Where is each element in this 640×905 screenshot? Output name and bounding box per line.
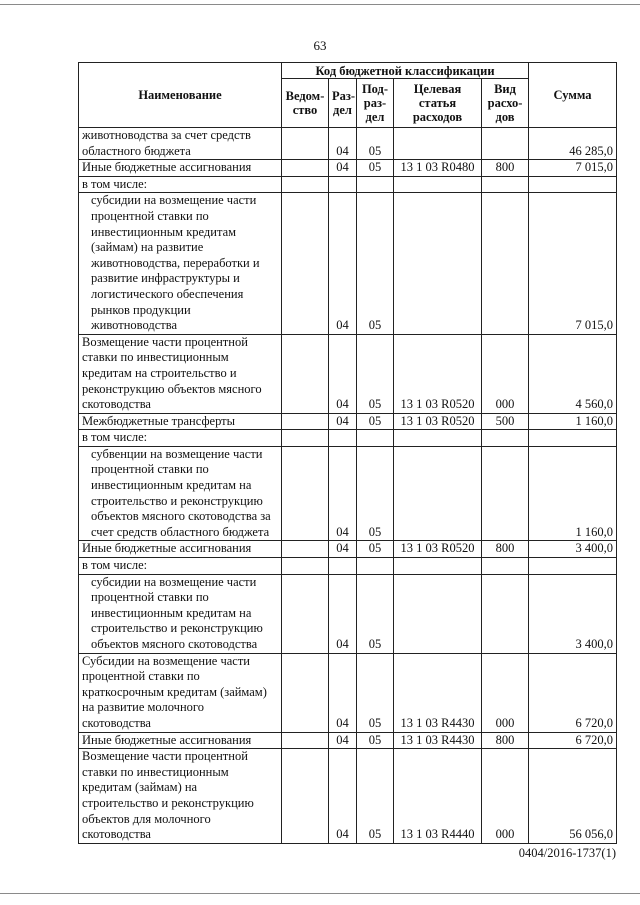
budget-table xyxy=(78,62,617,844)
cell-razdel: 04 xyxy=(329,413,357,430)
cell-razdel: 04 xyxy=(329,541,357,558)
cell-name: Иные бюджетные ассигнования xyxy=(79,541,282,558)
header-vid: Вид расхо- дов xyxy=(482,79,529,128)
document-number: 0404/2016-1737(1) xyxy=(518,846,616,860)
cell-name: в том числе: xyxy=(79,176,282,193)
cell-podrazdel: 05 xyxy=(357,160,394,177)
table-row xyxy=(79,574,617,653)
cell-razdel: 04 xyxy=(329,128,357,160)
cell-podrazdel: 05 xyxy=(357,732,394,749)
cell-razdel xyxy=(329,176,357,193)
cell-razdel: 04 xyxy=(329,446,357,541)
table-row xyxy=(79,430,617,447)
cell-vedom xyxy=(282,749,329,844)
cell-summa: 6 720,0 xyxy=(529,732,617,749)
table-body xyxy=(79,128,617,844)
cell-vid: 000 xyxy=(482,653,529,732)
cell-vedom xyxy=(282,574,329,653)
cell-name: в том числе: xyxy=(79,430,282,447)
cell-summa: 3 400,0 xyxy=(529,541,617,558)
cell-celevaya xyxy=(394,430,482,447)
cell-podrazdel: 05 xyxy=(357,128,394,160)
cell-summa: 7 015,0 xyxy=(529,193,617,334)
cell-vedom xyxy=(282,653,329,732)
cell-podrazdel: 05 xyxy=(357,749,394,844)
cell-podrazdel: 05 xyxy=(357,334,394,413)
cell-vedom xyxy=(282,334,329,413)
cell-name: субсидии на возмещение части процентной ставки по инвестиционным кредитам на строительство и реконструкцию объектов мясного скотоводства xyxy=(79,574,282,653)
cell-summa xyxy=(529,430,617,447)
table-row xyxy=(79,732,617,749)
cell-vid: 500 xyxy=(482,413,529,430)
cell-razdel: 04 xyxy=(329,193,357,334)
table-row xyxy=(79,128,617,160)
cell-name: Возмещение части процентной ставки по инвестиционным кредитам на строительство и реконструкцию объектов мясного скотоводства xyxy=(79,334,282,413)
cell-razdel xyxy=(329,558,357,575)
table-row xyxy=(79,160,617,177)
cell-summa: 4 560,0 xyxy=(529,334,617,413)
cell-vid xyxy=(482,430,529,447)
cell-celevaya xyxy=(394,558,482,575)
page-number: 63 xyxy=(313,38,327,53)
cell-vid: 000 xyxy=(482,334,529,413)
cell-name: Возмещение части процентной ставки по инвестиционным кредитам (займам) на строительство и реконструкцию объектов для молочного скотоводства xyxy=(79,749,282,844)
cell-vid xyxy=(482,558,529,575)
cell-vedom xyxy=(282,193,329,334)
cell-podrazdel: 05 xyxy=(357,193,394,334)
cell-celevaya: 13 1 03 R0520 xyxy=(394,413,482,430)
cell-celevaya xyxy=(394,193,482,334)
cell-celevaya xyxy=(394,176,482,193)
cell-vedom xyxy=(282,446,329,541)
table-row xyxy=(79,193,617,334)
table-row xyxy=(79,334,617,413)
cell-podrazdel: 05 xyxy=(357,446,394,541)
cell-name: в том числе: xyxy=(79,558,282,575)
table-row xyxy=(79,446,617,541)
cell-razdel: 04 xyxy=(329,160,357,177)
cell-name: Субсидии на возмещение части процентной ставки по краткосрочным кредитам (займам) на развитие молочного скотоводства xyxy=(79,653,282,732)
cell-vedom xyxy=(282,541,329,558)
cell-celevaya xyxy=(394,446,482,541)
cell-celevaya xyxy=(394,574,482,653)
cell-vid xyxy=(482,176,529,193)
cell-celevaya: 13 1 03 R0520 xyxy=(394,334,482,413)
cell-celevaya: 13 1 03 R0480 xyxy=(394,160,482,177)
cell-summa: 3 400,0 xyxy=(529,574,617,653)
cell-celevaya: 13 1 03 R4430 xyxy=(394,732,482,749)
cell-podrazdel xyxy=(357,176,394,193)
cell-name: животноводства за счет средств областного бюджета xyxy=(79,128,282,160)
cell-name: Межбюджетные трансферты xyxy=(79,413,282,430)
cell-name: субсидии на возмещение части процентной ставки по инвестиционным кредитам (займам) на развитие животноводства, переработки и развитие инфраструктуры и логистического обеспечения рынков продукции животноводства xyxy=(79,193,282,334)
header-razdel: Раз- дел xyxy=(329,79,357,128)
cell-summa xyxy=(529,176,617,193)
table-row xyxy=(79,558,617,575)
cell-celevaya: 13 1 03 R4440 xyxy=(394,749,482,844)
cell-celevaya: 13 1 03 R0520 xyxy=(394,541,482,558)
cell-vid: 800 xyxy=(482,541,529,558)
cell-podrazdel: 05 xyxy=(357,653,394,732)
header-row-top xyxy=(79,63,617,79)
cell-vid xyxy=(482,446,529,541)
cell-podrazdel xyxy=(357,558,394,575)
cell-name: субвенции на возмещение части процентной ставки по инвестиционным кредитам на строительство и реконструкцию объектов мясного скотоводства за счет средств областного бюджета xyxy=(79,446,282,541)
cell-razdel: 04 xyxy=(329,653,357,732)
cell-vid xyxy=(482,574,529,653)
table-row xyxy=(79,653,617,732)
cell-summa: 6 720,0 xyxy=(529,653,617,732)
scan-edge-bottom xyxy=(0,893,640,894)
header-code-group: Код бюджетной классификации xyxy=(282,63,529,79)
cell-vedom xyxy=(282,176,329,193)
cell-vid xyxy=(482,128,529,160)
cell-razdel: 04 xyxy=(329,574,357,653)
cell-summa xyxy=(529,558,617,575)
cell-razdel xyxy=(329,430,357,447)
header-celevaya: Целевая статья расходов xyxy=(394,79,482,128)
cell-razdel: 04 xyxy=(329,334,357,413)
cell-celevaya xyxy=(394,128,482,160)
cell-summa: 56 056,0 xyxy=(529,749,617,844)
cell-vedom xyxy=(282,430,329,447)
cell-vedom xyxy=(282,558,329,575)
scan-edge-top xyxy=(0,4,640,5)
cell-summa: 46 285,0 xyxy=(529,128,617,160)
cell-razdel: 04 xyxy=(329,732,357,749)
cell-vedom xyxy=(282,413,329,430)
cell-podrazdel: 05 xyxy=(357,574,394,653)
cell-razdel: 04 xyxy=(329,749,357,844)
cell-vid: 000 xyxy=(482,749,529,844)
cell-podrazdel: 05 xyxy=(357,541,394,558)
cell-name: Иные бюджетные ассигнования xyxy=(79,160,282,177)
cell-podrazdel xyxy=(357,430,394,447)
cell-summa: 1 160,0 xyxy=(529,413,617,430)
table-row xyxy=(79,749,617,844)
cell-vid xyxy=(482,193,529,334)
cell-vid: 800 xyxy=(482,160,529,177)
cell-summa: 1 160,0 xyxy=(529,446,617,541)
cell-podrazdel: 05 xyxy=(357,413,394,430)
table-row xyxy=(79,541,617,558)
cell-vedom xyxy=(282,732,329,749)
table-row xyxy=(79,413,617,430)
cell-celevaya: 13 1 03 R4430 xyxy=(394,653,482,732)
cell-name: Иные бюджетные ассигнования xyxy=(79,732,282,749)
header-vedom: Ведом- ство xyxy=(282,79,329,128)
cell-vedom xyxy=(282,160,329,177)
cell-vid: 800 xyxy=(482,732,529,749)
cell-summa: 7 015,0 xyxy=(529,160,617,177)
table-row xyxy=(79,176,617,193)
cell-vedom xyxy=(282,128,329,160)
header-podrazdel: Под- раз- дел xyxy=(357,79,394,128)
header-name: Наименование xyxy=(79,63,282,128)
header-summa: Сумма xyxy=(529,63,617,128)
